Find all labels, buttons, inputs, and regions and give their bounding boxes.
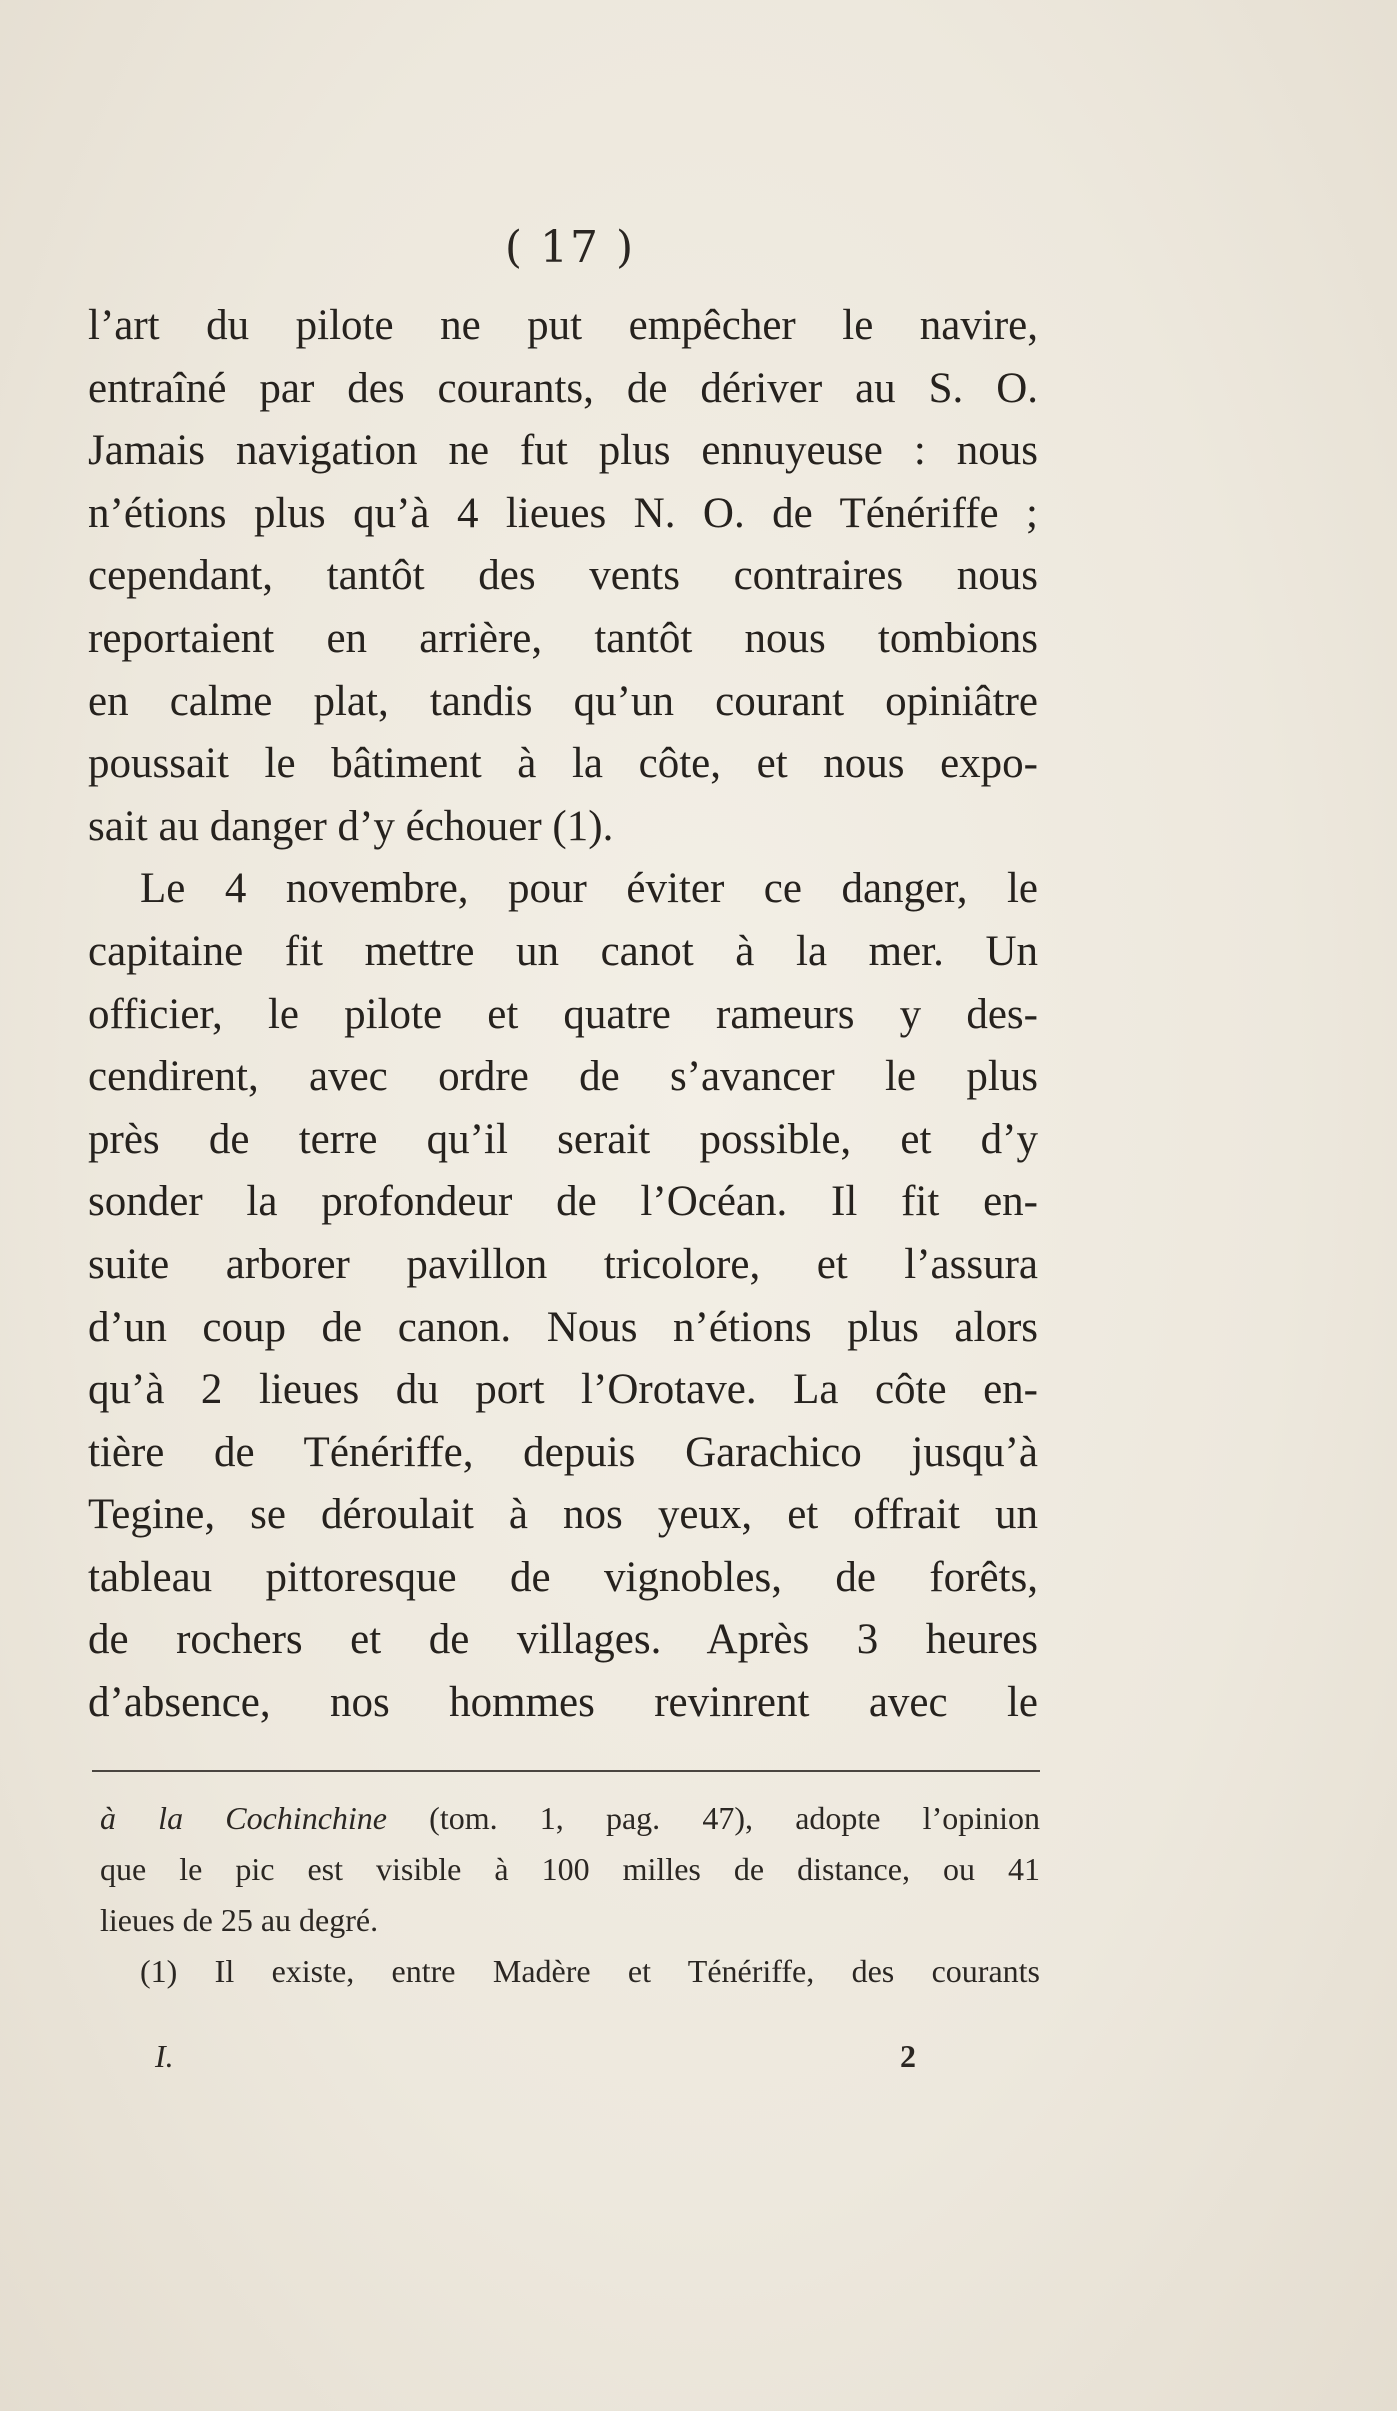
text-line: cependant, tantôt des vents contraires nous	[88, 552, 1038, 600]
text-line: cendirent, avec ordre de s’avancer le plus	[88, 1053, 1038, 1101]
text-line: de rochers et de villages. Après 3 heures	[88, 1616, 1038, 1664]
text-line: poussait le bâtiment à la côte, et nous expo-	[88, 740, 1038, 788]
text-line: officier, le pilote et quatre rameurs y des-	[88, 990, 1038, 1038]
text-line: sonder la profondeur de l’Océan. Il fit en-	[88, 1178, 1038, 1226]
footnote-line: (1) Il existe, entre Madère et Ténériffe, des courants	[140, 1953, 1040, 1989]
sheet-number: 2	[900, 2038, 916, 2074]
text-line: Jamais navigation ne fut plus ennuyeuse : nous	[88, 427, 1038, 475]
text-line: sait au danger d’y échouer (1).	[88, 802, 614, 850]
text-line: d’un coup de canon. Nous n’étions plus alors	[88, 1303, 1038, 1351]
footnote-italic-title: à la Cochinchine	[100, 1800, 387, 1836]
text-line: tableau pittoresque de vignobles, de forêts,	[88, 1553, 1038, 1601]
text-line: près de terre qu’il serait possible, et d’y	[88, 1115, 1038, 1163]
text-line: Tegine, se déroulait à nos yeux, et offrait un	[88, 1491, 1038, 1539]
footnote-line: lieues de 25 au degré.	[100, 1902, 379, 1938]
signature-mark: I.	[155, 2038, 174, 2074]
footnote-divider	[92, 1770, 1040, 1772]
text-line: n’étions plus qu’à 4 lieues N. O. de Ténériffe ;	[88, 489, 1038, 537]
text-line: entraîné par des courants, de dériver au S. O.	[88, 364, 1038, 412]
footnotes	[100, 1793, 1040, 1997]
footnote-line	[100, 1793, 1040, 1844]
text-line: Le 4 novembre, pour éviter ce danger, le	[140, 865, 1038, 913]
page-number: ( 17 )	[504, 222, 636, 273]
text-line: d’absence, nos hommes revinrent avec le	[88, 1679, 1038, 1727]
text-line: suite arborer pavillon tricolore, et l’assura	[88, 1240, 1038, 1288]
text-line: reportaient en arrière, tantôt nous tombions	[88, 614, 1038, 662]
text-line: en calme plat, tandis qu’un courant opiniâtre	[88, 677, 1038, 725]
text-line: capitaine fit mettre un canot à la mer. Un	[88, 927, 1038, 975]
text-line: tière de Ténériffe, depuis Garachico jusqu’à	[88, 1428, 1038, 1476]
footnote-text: (tom. 1, pag. 47), adopte l’opinion	[387, 1800, 1041, 1836]
main-text	[88, 295, 1038, 1735]
text-line: l’art du pilote ne put empêcher le navire,	[88, 302, 1038, 349]
text-line: qu’à 2 lieues du port l’Orotave. La côte en-	[88, 1366, 1038, 1414]
footnote-line: que le pic est visible à 100 milles de distance, ou 41	[100, 1851, 1040, 1887]
